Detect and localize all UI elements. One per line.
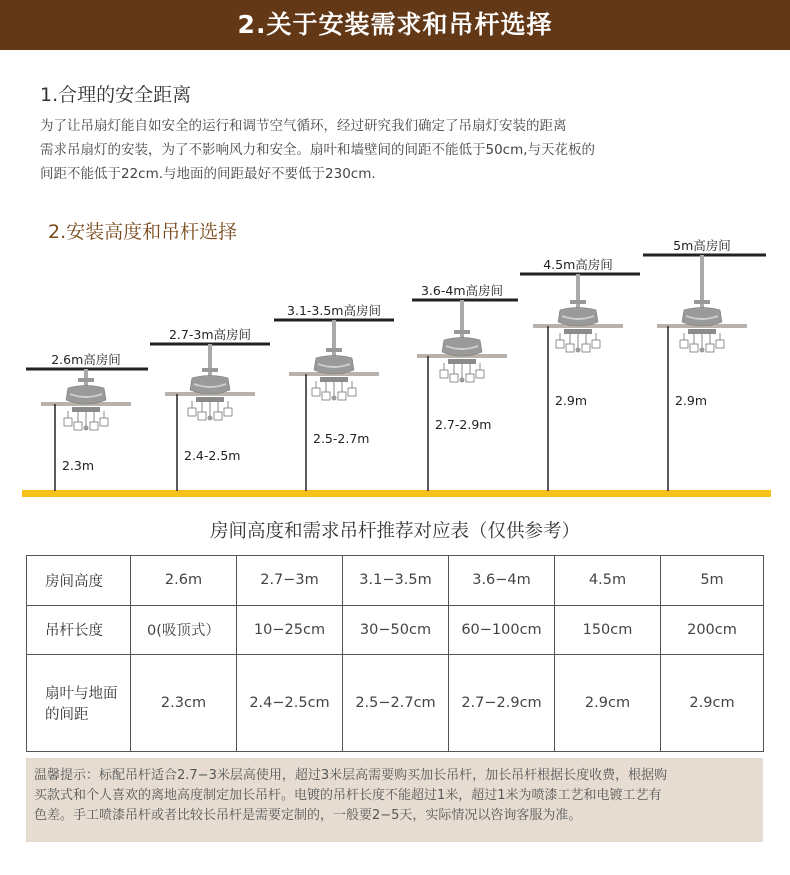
downrod xyxy=(700,255,704,300)
ceiling-fan-icon xyxy=(289,348,379,401)
room-height-label: 2.6m高房间 xyxy=(51,352,121,367)
table-cell: 10−25cm xyxy=(237,605,343,655)
table-row xyxy=(27,655,764,752)
table-cell: 2.5−2.7cm xyxy=(343,655,449,752)
table-row xyxy=(27,556,764,606)
section-1-paragraph xyxy=(40,114,740,186)
room-height-label: 3.6-4m高房间 xyxy=(420,283,504,298)
table-cell: 2.7−3m xyxy=(237,556,343,606)
ceiling-fan-icon xyxy=(417,330,507,383)
diagram-column xyxy=(274,303,394,491)
note-line: 温馨提示：标配吊杆适合2.7−3米层高使用，超过3米层高需要购买加长吊杆，加长吊杆根据长度收费，根据购 xyxy=(34,768,668,783)
table-cell: 0(吸顶式） xyxy=(131,605,237,655)
note-line: 色差。手工喷漆吊杆或者比较长吊杆是需要定制的，一般要2−5天，实际情况以咨询客服为准。 xyxy=(34,808,582,823)
note-line: 买款式和个人喜欢的离地高度制定加长吊杆。电镀的吊杆长度不能超过1米，超过1米为喷漆工艺和电镀工艺有 xyxy=(34,788,662,803)
recommendation-table xyxy=(26,555,764,752)
table-cell: 60−100cm xyxy=(449,605,555,655)
clearance-label: 2.5-2.7m xyxy=(313,431,370,446)
paragraph-line: 间距不能低于22cm.与地面的间距最好不要低于230cm. xyxy=(40,166,376,182)
paragraph-line: 需求吊扇灯的安装，为了不影响风力和安全。扇叶和墙壁间的间距不能低于50cm,与天花板的 xyxy=(40,142,596,158)
row-header-room-height: 房间高度 xyxy=(27,556,131,606)
installation-height-diagram xyxy=(0,230,790,500)
diagram-column xyxy=(150,327,270,491)
clearance-label: 2.9m xyxy=(675,393,708,408)
section-2-title: 2.安装高度和吊杆选择 xyxy=(48,221,238,243)
room-height-label: 2.7-3m高房间 xyxy=(168,327,252,342)
table-cell: 4.5m xyxy=(555,556,661,606)
diagram-column xyxy=(520,257,640,491)
diagram-column xyxy=(26,352,148,491)
table-cell: 2.7−2.9cm xyxy=(449,655,555,752)
clearance-label: 2.3m xyxy=(62,458,95,473)
downrod xyxy=(332,320,336,348)
room-height-label: 5m高房间 xyxy=(673,238,731,253)
section-1-title: 1.合理的安全距离 xyxy=(40,84,192,106)
page-title: 2.关于安装需求和吊杆选择 xyxy=(237,10,553,39)
row-header-line: 的间距 xyxy=(45,707,89,724)
table-row xyxy=(27,605,764,655)
clearance-label: 2.7-2.9m xyxy=(435,417,492,432)
clearance-label: 2.9m xyxy=(555,393,588,408)
paragraph-line: 为了让吊扇灯能自如安全的运行和调节空气循环，经过研究我们确定了吊扇灯安装的距离 xyxy=(40,118,567,134)
table-cell: 2.6m xyxy=(131,556,237,606)
table-title: 房间高度和需求吊杆推荐对应表（仅供参考） xyxy=(209,521,580,542)
clearance-label: 2.4-2.5m xyxy=(184,448,241,463)
downrod xyxy=(576,274,580,300)
table-cell: 3.6−4m xyxy=(449,556,555,606)
table-cell: 150cm xyxy=(555,605,661,655)
ceiling-fan-icon xyxy=(165,368,255,421)
row-header-line: 扇叶与地面 xyxy=(45,686,118,703)
downrod xyxy=(84,369,88,378)
ceiling-fan-icon xyxy=(533,300,623,353)
room-height-label: 3.1-3.5m高房间 xyxy=(287,303,381,318)
diagram-column xyxy=(643,238,766,491)
ceiling-fan-icon xyxy=(657,300,747,353)
diagram-column xyxy=(412,283,518,491)
table-cell: 2.4−2.5cm xyxy=(237,655,343,752)
table-cell: 200cm xyxy=(661,605,764,655)
room-height-label: 4.5m高房间 xyxy=(543,257,613,272)
page-header xyxy=(0,0,790,50)
table-cell: 5m xyxy=(661,556,764,606)
row-header-rod-length: 吊杆长度 xyxy=(27,605,131,655)
downrod xyxy=(460,300,464,330)
table-cell: 2.9cm xyxy=(661,655,764,752)
table-cell: 30−50cm xyxy=(343,605,449,655)
table-cell: 2.3cm xyxy=(131,655,237,752)
floor-line xyxy=(22,490,771,497)
downrod xyxy=(208,344,212,368)
table-cell: 3.1−3.5m xyxy=(343,556,449,606)
warm-tip-note xyxy=(26,758,763,842)
row-header-blade-floor-distance xyxy=(27,655,131,752)
table-cell: 2.9cm xyxy=(555,655,661,752)
